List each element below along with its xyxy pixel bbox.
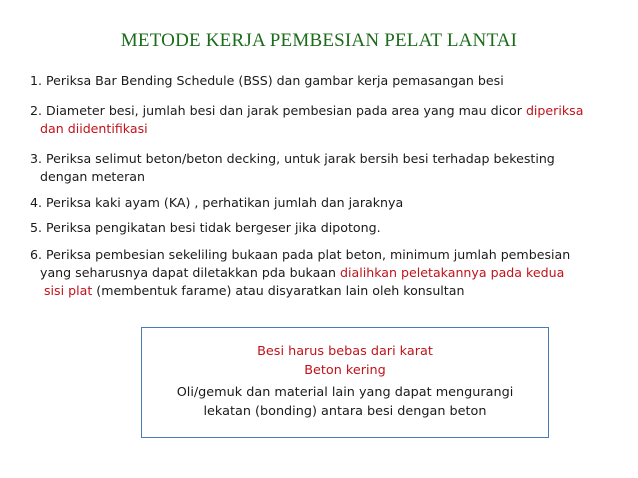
warning-dry-concrete: Beton kering <box>304 362 386 378</box>
list-item-4-text: 4. Periksa kaki ayam (KA) , perhatikan jumlah dan jaraknya <box>30 195 404 210</box>
list-item-3-text: 3. Periksa selimut beton/beton decking, untuk jarak bersih besi terhadap bekesting <box>30 151 555 166</box>
list-item-5-text: 5. Periksa pengikatan besi tidak bergeser jika dipotong. <box>30 220 381 235</box>
warning-rust-free: Besi harus bebas dari karat <box>257 344 433 359</box>
list-item-6-cont: yang seharusnya dapat diletakkan pda bukaan <box>40 265 341 280</box>
list-item-4 <box>30 194 620 212</box>
list-item-3-cont: dengan meteran <box>40 169 145 184</box>
list-item-6-text: 6. Periksa pembesian sekeliling bukaan pada plat beton, minimum jumlah pembesian <box>30 247 571 262</box>
notes-box <box>141 327 549 438</box>
list-item-2-text: 2. Diameter besi, jumlah besi dan jarak pembesian pada area yang mau dicor <box>30 103 526 118</box>
list-item-2-highlight: diperiksa <box>525 103 584 118</box>
note-line-1: Oli/gemuk dan material lain yang dapat mengurangi <box>176 385 514 400</box>
list-item-6-tail: (membentuk farame) atau disyaratkan lain oleh konsultan <box>92 283 465 298</box>
list-item-2-highlight-cont: dan diidentifikasi <box>40 121 148 136</box>
list-item-3 <box>30 150 620 186</box>
list-item-6-highlight: dialihkan peletakannya pada kedua <box>340 265 565 280</box>
list-item-6 <box>30 246 620 300</box>
note-line-2: lekatan (bonding) antara besi dengan beton <box>203 403 487 419</box>
list-item-5 <box>30 219 620 237</box>
list-item-1-text: 1. Periksa Bar Bending Schedule (BSS) dan gambar kerja pemasangan besi <box>30 73 504 88</box>
list-item-2 <box>30 102 620 138</box>
slide-title: METODE KERJA PEMBESIAN PELAT LANTAI <box>120 30 518 51</box>
list-item-1 <box>30 72 620 90</box>
list-item-6-highlight-cont: sisi plat <box>44 283 93 298</box>
